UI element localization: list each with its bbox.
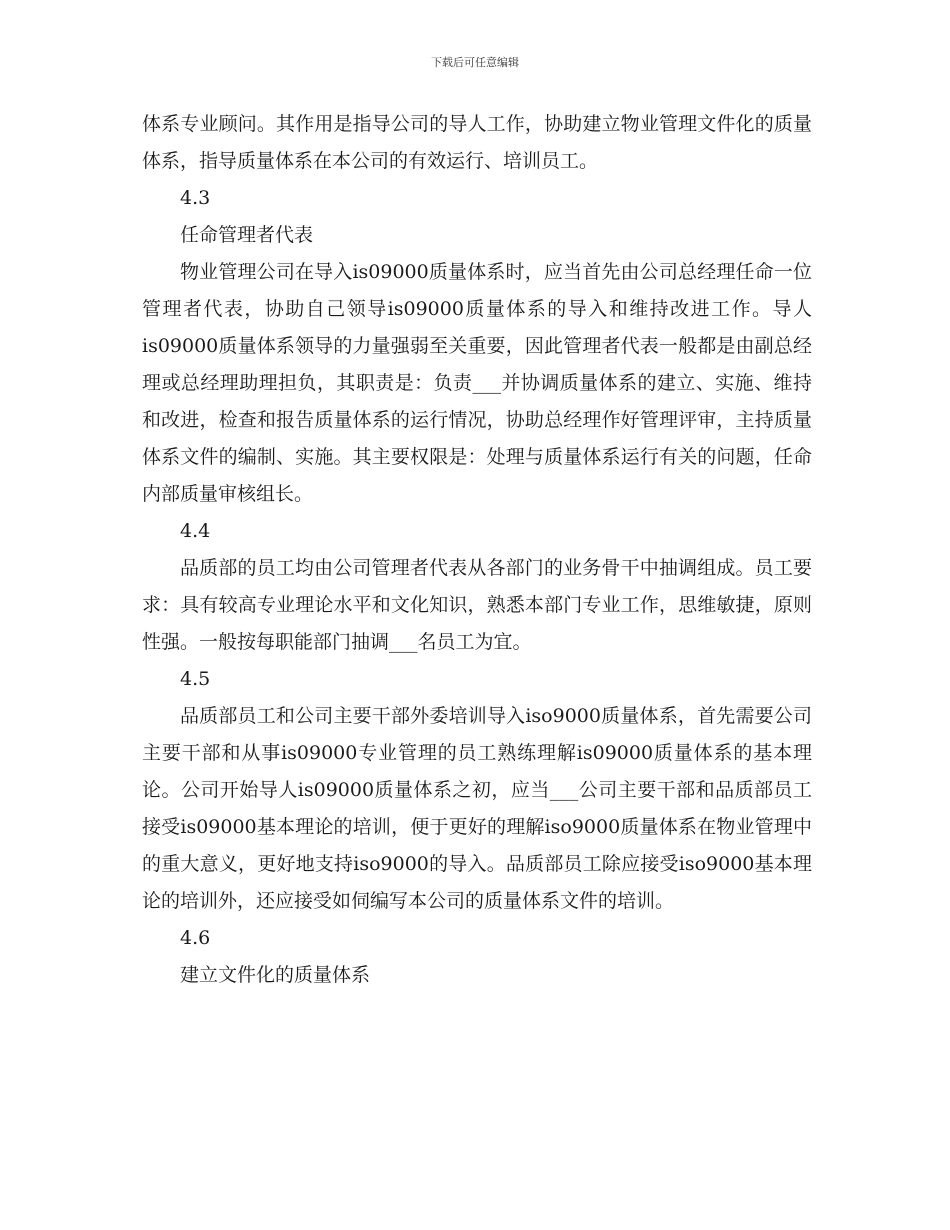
paragraph-training: 品质部员工和公司主要干部外委培训导入iso9000质量体系，首先需要公司主要干部和从事is09000专业管理的员工熟练理解is09000质量体系的基本理论。公司开始导人is09000质量体系之初，应当___公司主要干部和品质部员工接受is09000基本理论的培训，便于更好的理解iso9000质量体系在物业管理中的重大意义，更好地支持iso9000的导入。品质部员工除应接受iso9000基本理论的培训外，还应接受如伺编写本公司的质量体系文件的培训。	[142, 705, 812, 912]
section-title-appoint-representative: 任命管理者代表	[180, 224, 314, 246]
section-number-4-5: 4.5	[180, 668, 211, 690]
document-body	[142, 106, 812, 994]
section-title-documented-system: 建立文件化的质量体系	[180, 964, 371, 986]
section-number-4-6: 4.6	[180, 927, 211, 949]
paragraph-continuation: 体系专业顾问。其作用是指导公司的导人工作，协助建立物业管理文件化的质量体系，指导质量体系在本公司的有效运行、培训员工。	[142, 113, 812, 172]
section-number-4-4: 4.4	[180, 520, 211, 542]
paragraph-quality-staff: 品质部的员工均由公司管理者代表从各部门的业务骨干中抽调组成。员工要求：具有较高专业理论水平和文化知识，熟悉本部门专业工作，思维敏捷，原则性强。一般按每职能部门抽调___名员工为宜。	[142, 557, 812, 653]
page-header: 下载后可任意编辑	[431, 56, 519, 69]
section-number-4-3: 4.3	[180, 187, 211, 209]
paragraph-management-representative: 物业管理公司在导入is09000质量体系时，应当首先由公司总经理任命一位管理者代表，协助自己领导is09000质量体系的导入和维持改进工作。导人is09000质量体系领导的力量强弱至关重要，因此管理者代表一般都是由副总经理或总经理助理担负，其职责是：负责___并协调质量体系的建立、实施、维持和改进，检查和报告质量体系的运行情况，协助总经理作好管理评审，主持质量体系文件的编制、实施。其主要权限是：处理与质量体系运行有关的问题，任命内部质量审核组长。	[142, 261, 812, 505]
